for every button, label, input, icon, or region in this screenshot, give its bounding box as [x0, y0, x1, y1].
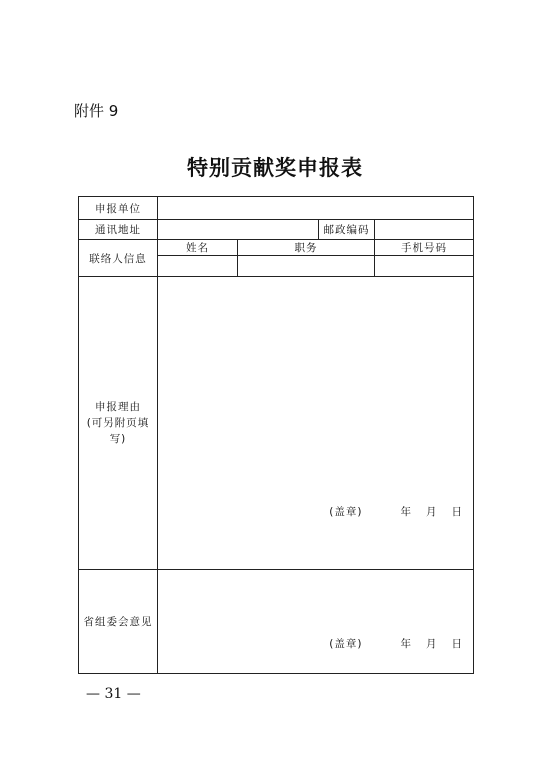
- form-title: 特别贡献奖申报表: [187, 155, 363, 180]
- row-applicant-unit: [79, 197, 474, 220]
- seal-label: (盖章): [329, 506, 363, 518]
- contact-name-header: 姓名: [158, 240, 238, 256]
- year-label: 年: [400, 638, 412, 650]
- reason-label: [79, 277, 158, 570]
- reason-label-line3: 写): [109, 433, 127, 445]
- committee-stamp-line: [329, 636, 463, 651]
- committee-field[interactable]: [158, 570, 474, 674]
- postcode-label: 邮政编码: [319, 220, 375, 240]
- contact-position-header: 职务: [238, 240, 375, 256]
- contact-phone-header: 手机号码: [375, 240, 474, 256]
- contact-name-field[interactable]: [158, 256, 238, 277]
- page-number: — 31 —: [86, 686, 141, 702]
- day-label: 日: [451, 638, 463, 650]
- applicant-unit-label: 申报单位: [79, 197, 158, 220]
- seal-label: (盖章): [329, 638, 363, 650]
- applicant-unit-field[interactable]: [158, 197, 474, 220]
- month-label: 月: [426, 638, 438, 650]
- committee-label: 省组委会意见: [79, 570, 158, 674]
- year-label: 年: [400, 506, 412, 518]
- contact-position-field[interactable]: [238, 256, 375, 277]
- contact-label: 联络人信息: [79, 240, 158, 277]
- reason-stamp-line: [329, 504, 463, 519]
- reason-label-line2: (可另附页填: [86, 417, 150, 429]
- reason-label-line1: 申报理由: [95, 401, 141, 413]
- row-contact-header: [79, 240, 474, 256]
- month-label: 月: [426, 506, 438, 518]
- row-reason: [79, 277, 474, 570]
- reason-field[interactable]: [158, 277, 474, 570]
- attachment-label: 附件 9: [74, 102, 119, 120]
- address-field[interactable]: [158, 220, 319, 240]
- application-form-table: [78, 196, 474, 674]
- row-committee-opinion: [79, 570, 474, 674]
- postcode-field[interactable]: [375, 220, 474, 240]
- address-label: 通讯地址: [79, 220, 158, 240]
- day-label: 日: [451, 506, 463, 518]
- row-address: [79, 220, 474, 240]
- contact-phone-field[interactable]: [375, 256, 474, 277]
